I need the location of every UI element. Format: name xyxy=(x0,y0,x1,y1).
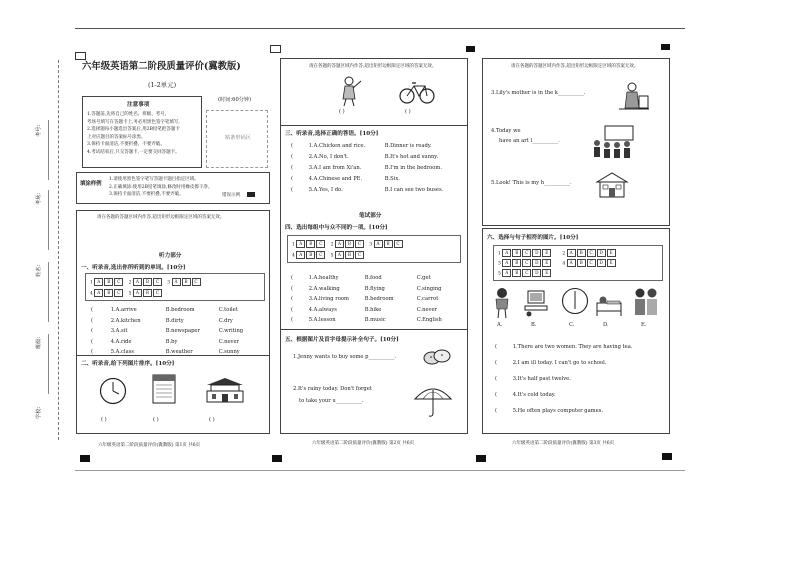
q5-sentence: 1.Jenny wants to buy some p__________. xyxy=(293,354,397,360)
q3-item: ( 5.A.Yes, I do. B.I can see two buses. xyxy=(291,187,444,193)
question-6-title: 六、选择与句子相符的图片。[10分] xyxy=(487,235,579,241)
answer-row[interactable]: 3 A B C D E 4 A B C D E xyxy=(498,259,617,267)
q6-item: ( 3.It's half past twelve. xyxy=(495,376,571,382)
order-bracket[interactable]: ( ) xyxy=(101,417,107,423)
label-exam-number: 考号: xyxy=(36,124,43,138)
q5-sentence: 3.Lily's mother is in the k__________. xyxy=(491,90,586,96)
fill-line xyxy=(48,262,49,322)
registration-mark xyxy=(270,45,281,53)
divider xyxy=(281,329,467,330)
order-bracket[interactable]: ( ) xyxy=(153,417,159,423)
barcode-label: 贴条形码区 xyxy=(225,135,251,141)
answer-row[interactable]: 1 A B C D E 2 A B C D E xyxy=(498,249,617,257)
q5-sentence: to take your u__________. xyxy=(299,398,364,404)
registration-mark xyxy=(476,455,486,462)
page-title: 六年级英语第二阶段质量评价(冀教版) xyxy=(82,61,241,72)
q5-sentence: 4.Today we xyxy=(491,128,521,134)
q6-item: ( 4.It's cold today. xyxy=(495,392,556,398)
q4-item: ( 2.A.walking B.flying C.singing xyxy=(291,285,442,292)
q4-item: ( 1.A.healthy B.food C.get xyxy=(291,275,431,281)
notice-title: 注意事项 xyxy=(127,102,150,108)
q4-item: ( 4.A.always B.hike C.never xyxy=(291,306,438,313)
notice-line: 2.选择题每小题选出答案后,用2B铅笔把答题卡 xyxy=(87,127,180,132)
q1-item: ( 5.A.class B.weather C.sunny xyxy=(91,349,240,355)
registration-mark xyxy=(466,46,475,52)
fill-line xyxy=(48,120,49,180)
q3-item: ( 3.A.I am from Xi'an. B.I'm in the bedroom. xyxy=(291,165,442,171)
notice-line: 上对应题目的答案标号涂黑。 xyxy=(87,134,146,140)
page2-footer: 六年级英语第二阶段质量评价(冀教版) 第2页 共6页 xyxy=(312,441,415,446)
answer-row[interactable]: 4 A B C 5 A B C xyxy=(90,289,163,297)
label-name: 姓名: xyxy=(36,264,43,278)
image-bracket[interactable]: ( ) xyxy=(339,109,345,115)
registration-mark xyxy=(80,455,90,462)
clock-image xyxy=(561,287,589,315)
art-class-image xyxy=(591,125,637,159)
q5-sentence: 2.It's rainy today. Don't forget xyxy=(293,386,372,392)
label-exam-room: 考场: xyxy=(36,192,43,206)
page3-footer: 六年级英语第二阶段质量评价(冀教版) 第3页 共6页 xyxy=(512,441,615,446)
page1-footer: 六年级英语第二阶段质量评价(冀教版) 第1页 共6页 xyxy=(98,443,201,448)
exam-time: (时间:60分钟) xyxy=(218,97,252,103)
q3-item: ( 2.A.No, I don't. B.It's hot and sunny. xyxy=(291,154,439,160)
q1-item: ( 1.A.arrive B.bedroom C.toilet xyxy=(91,307,238,313)
two-women-image xyxy=(631,287,661,317)
house-image xyxy=(595,171,629,199)
q6-item: ( 5.He often plays computer games. xyxy=(495,408,603,414)
notice-line: 考场号填写在答题卡上,务必用黑色签字笔填写, xyxy=(87,119,180,125)
clock-image xyxy=(99,377,127,405)
calendar-image xyxy=(152,374,176,404)
divider xyxy=(281,125,467,126)
q1-answer-grid xyxy=(85,273,265,301)
answer-row[interactable]: 1 A B C 2 A B C 3 A B C xyxy=(292,240,404,248)
order-bracket[interactable]: ( ) xyxy=(209,417,215,423)
registration-mark xyxy=(662,453,672,460)
q3-item: ( 4.A.Chinese and PE. B.Six. xyxy=(291,176,400,182)
kitchen-image xyxy=(619,81,649,111)
question-1-title: 一、听录音,选出你所听到的单词。[10分] xyxy=(81,265,186,271)
fill-sample-box xyxy=(76,172,270,204)
divider xyxy=(77,355,269,356)
notice-box xyxy=(82,96,202,168)
q1-item: ( 3.A.sit B.newspaper C.writing xyxy=(91,328,244,334)
panel-notice: 请在各题的答题区域内作答,超出矩形边框限定区域的答案无效。 xyxy=(511,64,639,69)
section-writing: 笔试部分 xyxy=(359,213,382,219)
fill-line xyxy=(48,334,49,394)
picture-letter: D. xyxy=(603,322,609,328)
fill-line: 3.保持卡面清洁,不要折叠,不要弄破。 xyxy=(109,192,184,197)
bicycle-image xyxy=(399,79,435,105)
q5-sentence: 5.Look! This is my h__________. xyxy=(491,180,572,186)
computer-image xyxy=(523,289,549,317)
q1-item: ( 4.A.ride B.by C.never xyxy=(91,338,240,345)
boy-image xyxy=(491,287,513,319)
potatoes-image xyxy=(423,347,451,367)
question-5-title: 五、根据图片及首字母提示补全句子。[10分] xyxy=(285,337,399,343)
q1-item: ( 2.A.kitchen B.dirty C.dry xyxy=(91,317,233,324)
question-3-title: 三、听录音,选择正确的答语。[10分] xyxy=(285,131,379,137)
umbrella-image xyxy=(413,385,453,419)
fill-line: 2.正确填涂:使用2B铅笔填涂,修改时用橡皮擦干净。 xyxy=(109,184,213,190)
wrong-sample-label: 错误示例 xyxy=(222,193,240,198)
section-listening: 听力部分 xyxy=(159,253,182,259)
notice-line: 4.考试结束后,只交答题卡,一定要交回答题卡。 xyxy=(87,149,180,155)
q4-item: ( 3.A.living room B.bedroom C.carrot xyxy=(291,296,439,302)
top-rule xyxy=(75,28,685,29)
page3-bottom-panel xyxy=(482,228,670,434)
q6-answer-grid xyxy=(493,245,663,281)
question-4-title: 四、选出每组中与众不同的一项。[10分] xyxy=(285,225,388,231)
picture-letter: A. xyxy=(497,322,503,328)
palace-image xyxy=(205,375,245,403)
q6-item: ( 1.There are two women. They are having tea. xyxy=(495,344,633,350)
fill-sample-mark xyxy=(247,192,255,197)
picture-letter: B. xyxy=(531,322,537,328)
label-class: 班级: xyxy=(36,336,43,350)
q4-item: ( 5.A.lesson B.music C.English xyxy=(291,317,442,323)
q3-item: ( 1.A.Chicken and rice. B.Dinner is ready. xyxy=(291,143,432,149)
notice-line: 1.答题前,先将自己的姓名、班级、考号、 xyxy=(87,112,170,117)
fill-sample-label: 填涂样例 xyxy=(80,181,102,187)
person-image xyxy=(337,75,363,107)
notice-line: 3.保持卡面清洁,不要折叠、不要弄破。 xyxy=(87,142,165,147)
image-bracket[interactable]: ( ) xyxy=(405,109,411,115)
q5-sentence: have an art l__________. xyxy=(499,138,560,144)
page2-answer-panel xyxy=(280,58,468,434)
q6-item: ( 2.I am ill today. I can't go to school. xyxy=(495,360,607,366)
bottom-rule xyxy=(75,470,685,471)
page3-top-panel xyxy=(482,58,670,226)
fill-line xyxy=(48,190,49,250)
panel-notice: 请在各题的答题区域内作答,超出矩形边框限定区域的答案无效。 xyxy=(309,64,437,69)
sick-in-bed-image xyxy=(595,289,623,317)
answer-row[interactable]: 1 A B C 2 A B C 3 A B C xyxy=(90,278,202,286)
registration-mark xyxy=(661,44,670,50)
barcode-area xyxy=(206,110,268,168)
picture-letter: E. xyxy=(641,322,647,328)
fill-line: 1.请使用黑色签字笔写答题卡题目指定区域。 xyxy=(109,177,199,182)
registration-mark xyxy=(272,455,282,462)
unit-range: (1-2单元) xyxy=(148,81,177,89)
panel-notice: 请在各题的答题区域内作答,超出矩形边框限定区域的答案无效。 xyxy=(97,215,225,220)
page1-answer-panel xyxy=(76,210,270,434)
question-2-title: 二、听录音,给下列图片排序。[10分] xyxy=(81,361,175,367)
label-school: 学校: xyxy=(36,406,43,420)
answer-row[interactable]: 5 A B C D E xyxy=(498,269,552,277)
answer-row[interactable]: 4 A B C 5 A B C xyxy=(292,251,365,259)
picture-letter: C. xyxy=(569,322,575,328)
binding-line xyxy=(58,60,60,440)
q4-answer-grid xyxy=(287,235,461,263)
